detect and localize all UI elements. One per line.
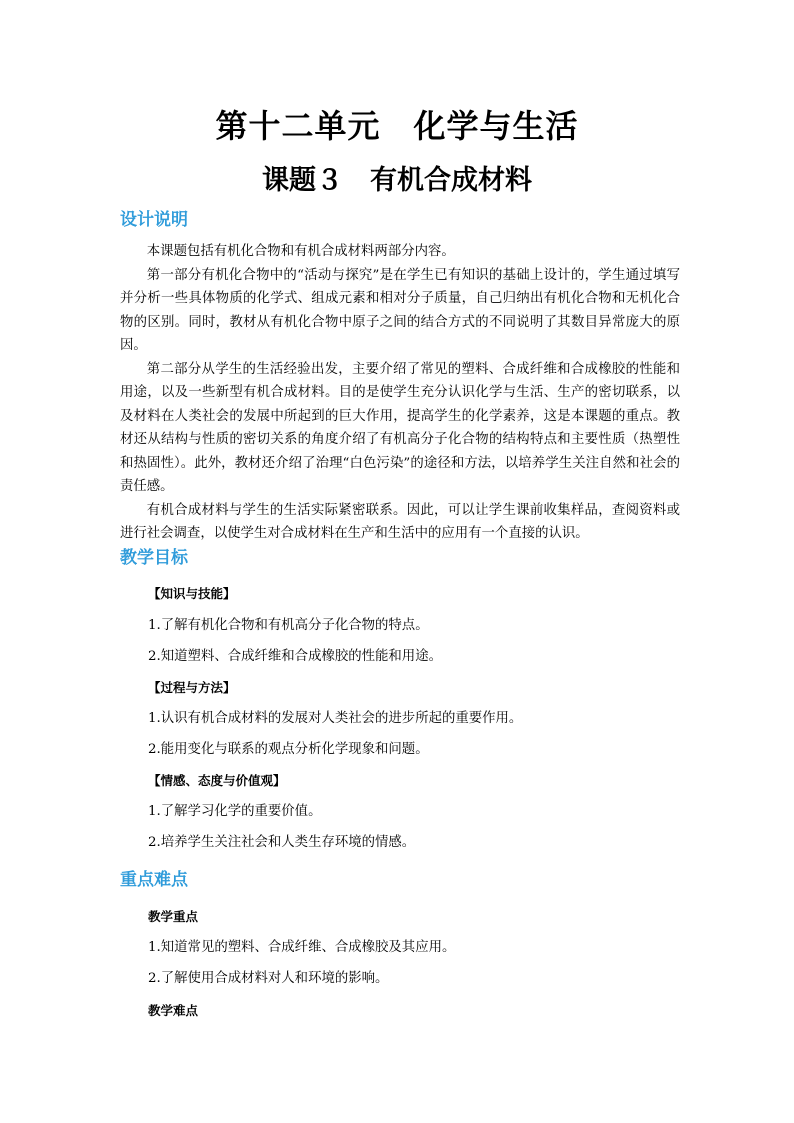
focus-item: 1.知道常见的塑料、合成纤维、合成橡胶及其应用。 <box>148 940 456 955</box>
process-methods-label: 【过程与方法】 <box>148 680 236 695</box>
objective-item: 2.培养学生关注社会和人类生存环境的情感。 <box>148 835 416 850</box>
design-paragraph: 本课题包括有机化合物和有机合成材料两部分内容。 <box>146 244 455 259</box>
teaching-focus-label: 教学重点 <box>148 909 199 924</box>
teaching-difficulty-label: 教学难点 <box>148 1003 199 1018</box>
emotion-values-label: 【情感、态度与价值观】 <box>148 773 286 788</box>
objective-item: 2.知道塑料、合成纤维和合成橡胶的性能和用途。 <box>148 649 442 664</box>
section-heading-design: 设计说明 <box>120 210 188 230</box>
design-paragraph: 第一部分有机化合物中的“活动与探究”是在学生已有知识的基础上设计的，学生通过填写并分析一些具体物质的化学式、组成元素和相对分子质量，自己归纳出有机化合物和无机化合物的区别。同时，教材从有机化合物中原子之间的结合方式的不同说明了其数目异常庞大的原因。 <box>120 267 680 353</box>
design-paragraph: 第二部分从学生的生活经验出发，主要介绍了常见的塑料、合成纤维和合成橡胶的性能和用途，以及一些新型有机合成材料。目的是使学生充分认识化学与生活、生产的密切联系，以及材料在人类社会的发展中所起到的巨大作用，提高学生的化学素养，这是本课题的重点。教材还从结构与性质的密切关系的角度介绍了有机高分子化合物的结构特点和主要性质（热塑性和热固性）。此外，教材还介绍了治理“白色污染”的途径和方法，以培养学生关注自然和社会的责任感。 <box>120 361 680 494</box>
focus-item: 2.了解使用合成材料对人和环境的影响。 <box>148 971 389 986</box>
objective-item: 1.了解有机化合物和有机高分子化合物的特点。 <box>148 618 429 633</box>
knowledge-skills-label: 【知识与技能】 <box>148 586 236 601</box>
page-subtitle: 课题３ 有机合成材料 <box>262 165 532 196</box>
section-heading-keypoints: 重点难点 <box>120 870 188 890</box>
section-heading-objectives: 教学目标 <box>120 548 188 568</box>
objective-item: 2.能用变化与联系的观点分析化学现象和问题。 <box>148 742 429 757</box>
design-description <box>120 240 680 546</box>
objective-item: 1.了解学习化学的重要价值。 <box>148 804 322 819</box>
design-paragraph: 有机合成材料与学生的生活实际紧密联系。因此，可以让学生课前收集样品，查阅资料或进行社会调查，以使学生对合成材料在生产和生活中的应用有一个直接的认识。 <box>120 502 680 541</box>
objective-item: 1.认识有机合成材料的发展对人类社会的进步所起的重要作用。 <box>148 711 523 726</box>
page-title: 第十二单元 化学与生活 <box>215 107 579 145</box>
